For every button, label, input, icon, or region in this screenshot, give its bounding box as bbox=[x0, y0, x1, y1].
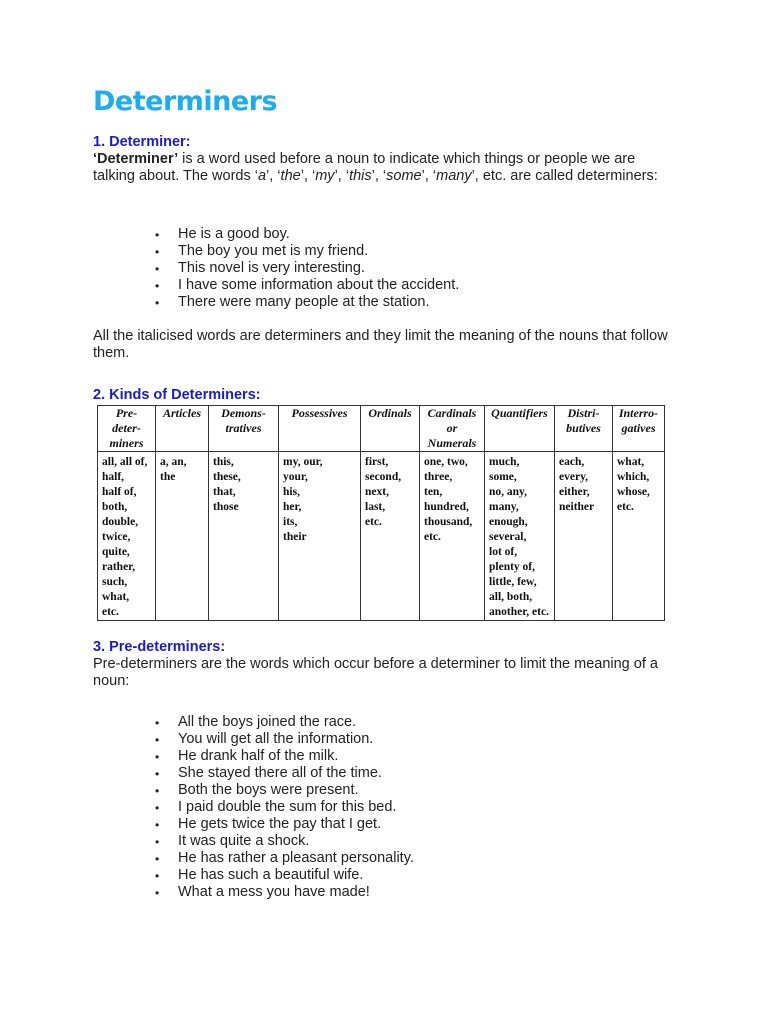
cell-interrogatives: what, which, whose, etc. bbox=[613, 452, 665, 621]
list-item: • He has such a beautiful wife. bbox=[155, 867, 414, 884]
header-demonstratives: Demons- tratives bbox=[209, 406, 279, 452]
predeterminer-examples-list bbox=[155, 714, 414, 901]
list-item: • I have some information about the accident. bbox=[155, 277, 459, 294]
cell-articles: a, an, the bbox=[156, 452, 209, 621]
cell-possessives: my, our, your, his, her, its, their bbox=[279, 452, 361, 621]
list-item: • Both the boys were present. bbox=[155, 782, 414, 799]
list-item: • This novel is very interesting. bbox=[155, 260, 459, 277]
determiner-closing-text: All the italicised words are determiners and they limit the meaning of the nouns that follow them. bbox=[93, 328, 668, 361]
list-item: • There were many people at the station. bbox=[155, 294, 459, 311]
header-possessives: Possessives bbox=[279, 406, 361, 452]
section-heading-predeterminers: 3. Pre-determiners: bbox=[93, 639, 226, 655]
cell-ordinals: first, second, next, last, etc. bbox=[361, 452, 420, 621]
determiner-definition: ‘Determiner’ is a word used before a noun to indicate which things or people we are talking about. The words ‘a’, ‘the’, ‘my’, ‘this’, ‘some’, ‘many’, etc. are called determiners: bbox=[93, 151, 658, 184]
header-cardinals: Cardinals or Numerals bbox=[420, 406, 485, 452]
list-item: • What a mess you have made! bbox=[155, 884, 414, 901]
cell-predeterminers: all, all of, half, half of, both, double, twice, quite, rather, such, what, etc. bbox=[98, 452, 156, 621]
header-quantifiers: Quantifiers bbox=[485, 406, 555, 452]
list-item: • You will get all the information. bbox=[155, 731, 414, 748]
header-predeterminers: Pre- deter- miners bbox=[98, 406, 156, 452]
list-item: • She stayed there all of the time. bbox=[155, 765, 414, 782]
cell-distributives: each, every, either, neither bbox=[555, 452, 613, 621]
header-distributives: Distri- butives bbox=[555, 406, 613, 452]
cell-cardinals: one, two, three, ten, hundred, thousand, etc. bbox=[420, 452, 485, 621]
kinds-of-determiners-table bbox=[97, 405, 665, 621]
table-row bbox=[98, 452, 665, 621]
section-heading-determiner: 1. Determiner: bbox=[93, 134, 191, 150]
header-interrogatives: Interro- gatives bbox=[613, 406, 665, 452]
header-ordinals: Ordinals bbox=[361, 406, 420, 452]
table-header-row bbox=[98, 406, 665, 452]
page-title: Determiners bbox=[93, 86, 278, 117]
header-articles: Articles bbox=[156, 406, 209, 452]
determiner-examples-list bbox=[155, 226, 459, 311]
list-item: • The boy you met is my friend. bbox=[155, 243, 459, 260]
term-determiner: ‘Determiner’ bbox=[93, 151, 179, 167]
list-item: • He drank half of the milk. bbox=[155, 748, 414, 765]
cell-quantifiers: much, some, no, any, many, enough, several, lot of, plenty of, little, few, all, both, another, etc. bbox=[485, 452, 555, 621]
list-item: • He has rather a pleasant personality. bbox=[155, 850, 414, 867]
list-item: • All the boys joined the race. bbox=[155, 714, 414, 731]
list-item: • I paid double the sum for this bed. bbox=[155, 799, 414, 816]
predeterminer-definition: Pre-determiners are the words which occur before a determiner to limit the meaning of a noun: bbox=[93, 656, 658, 689]
list-item: • He is a good boy. bbox=[155, 226, 459, 243]
list-item: • It was quite a shock. bbox=[155, 833, 414, 850]
cell-demonstratives: this, these, that, those bbox=[209, 452, 279, 621]
section-heading-kinds: 2. Kinds of Determiners: bbox=[93, 387, 261, 403]
list-item: • He gets twice the pay that I get. bbox=[155, 816, 414, 833]
